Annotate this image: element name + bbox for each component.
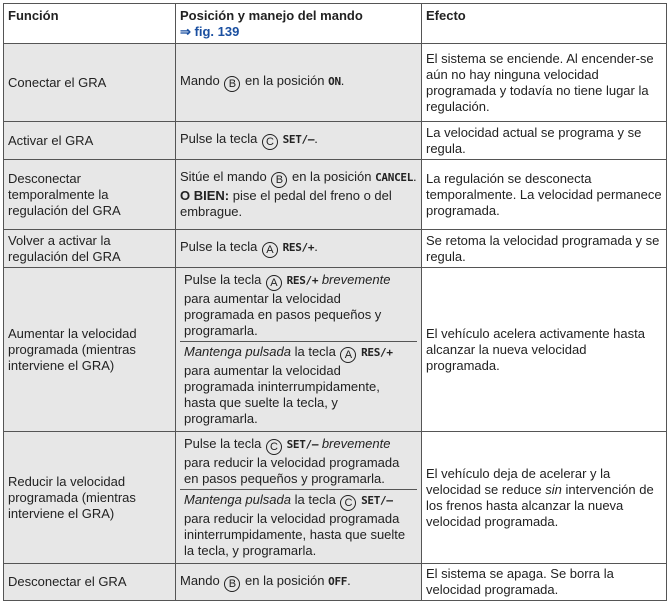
cell-position [176, 432, 422, 564]
key-c-icon: C [262, 134, 278, 150]
figure-reference-link[interactable]: ⇒ fig. 139 [180, 24, 240, 39]
cell-function: Conectar el GRA [4, 44, 176, 122]
control-b-icon: B [224, 76, 240, 92]
cell-effect: El vehículo acelera activamente hasta alcanzar la nueva velocidad programada. [422, 268, 667, 432]
key-a-icon: A [262, 242, 278, 258]
cell-effect: El sistema se enciende. Al encender-se aún no hay ninguna velocidad programada y todavía no tiene lugar la regulación. [422, 44, 667, 122]
set-minus-key-label: SET/– [286, 438, 319, 451]
control-b-icon: B [271, 172, 287, 188]
header-efecto: Efecto [422, 4, 667, 44]
cell-position: Sitúe el mando B en la posición CANCEL. O BIEN: pise el pedal del freno o del embrague. [176, 160, 422, 230]
cell-function: Reducir la velocidad programada (mientras interviene el GRA) [4, 432, 176, 564]
position-off-label: OFF [328, 574, 348, 588]
cell-position: Mando B en la posición OFF. [176, 564, 422, 601]
table-row [4, 564, 667, 601]
cell-function: Volver a activar la regulación del GRA [4, 230, 176, 268]
header-posicion [176, 4, 422, 44]
position-brief-press: Pulse la tecla A RES/+ brevemente para aumentar la velocidad programada en pasos pequeños y programarla. [184, 272, 391, 338]
cell-effect: La velocidad actual se programa y se regula. [422, 122, 667, 160]
position-cancel-label: CANCEL [375, 171, 414, 184]
res-plus-key-label: RES/+ [286, 274, 319, 287]
alternative-label: O BIEN: [180, 188, 230, 203]
control-b-icon: B [224, 576, 240, 592]
cell-position: Pulse la tecla A RES/+. [176, 230, 422, 268]
gra-function-table [3, 3, 667, 601]
position-hold-press: Mantenga pulsada la tecla C SET/– para reducir la velocidad programada ininterrumpidamente, hasta que suelte la tecla, y programarla. [180, 489, 417, 561]
table-row [4, 268, 667, 432]
table-header-row [4, 4, 667, 44]
cell-function: Desconectar temporalmente la regulación del GRA [4, 160, 176, 230]
cell-effect: El sistema se apaga. Se borra la velocidad programada. [422, 564, 667, 601]
cell-effect: La regulación se desconecta temporalmente. La velocidad permanece programada. [422, 160, 667, 230]
cell-effect: El vehículo deja de acelerar y la velocidad se reduce sin intervención de los frenos hasta alcanzar la nueva velocidad programada. [422, 432, 667, 564]
key-a-icon: A [266, 275, 282, 291]
cell-effect: Se retoma la velocidad programada y se regula. [422, 230, 667, 268]
table-row [4, 432, 667, 564]
cell-function: Aumentar la velocidad programada (mientras interviene el GRA) [4, 268, 176, 432]
header-posicion-label: Posición y manejo del mando [180, 8, 363, 23]
key-a-icon: A [340, 347, 356, 363]
position-brief-press: Pulse la tecla C SET/– brevemente para reducir la velocidad programada en pasos pequeños y programarla. [184, 436, 400, 486]
header-funcion: Función [4, 4, 176, 44]
cell-function: Desconectar el GRA [4, 564, 176, 601]
cell-position: Mando B en la posición ON. [176, 44, 422, 122]
key-c-icon: C [266, 439, 282, 455]
cell-function: Activar el GRA [4, 122, 176, 160]
table-row [4, 44, 667, 122]
key-c-icon: C [340, 495, 356, 511]
set-minus-key-label: SET/– [361, 494, 393, 507]
table-row [4, 122, 667, 160]
cell-position: Pulse la tecla C SET/–. [176, 122, 422, 160]
position-on-label: ON [328, 75, 341, 88]
res-plus-key-label: RES/+ [361, 346, 393, 359]
cell-position [176, 268, 422, 432]
set-minus-key-label: SET/– [282, 133, 315, 146]
res-plus-key-label: RES/+ [282, 241, 315, 254]
position-hold-press: Mantenga pulsada la tecla A RES/+ para aumentar la velocidad programada ininterrumpidamente, hasta que suelte la tecla, y programarla. [180, 341, 417, 429]
table-row [4, 160, 667, 230]
table-row [4, 230, 667, 268]
